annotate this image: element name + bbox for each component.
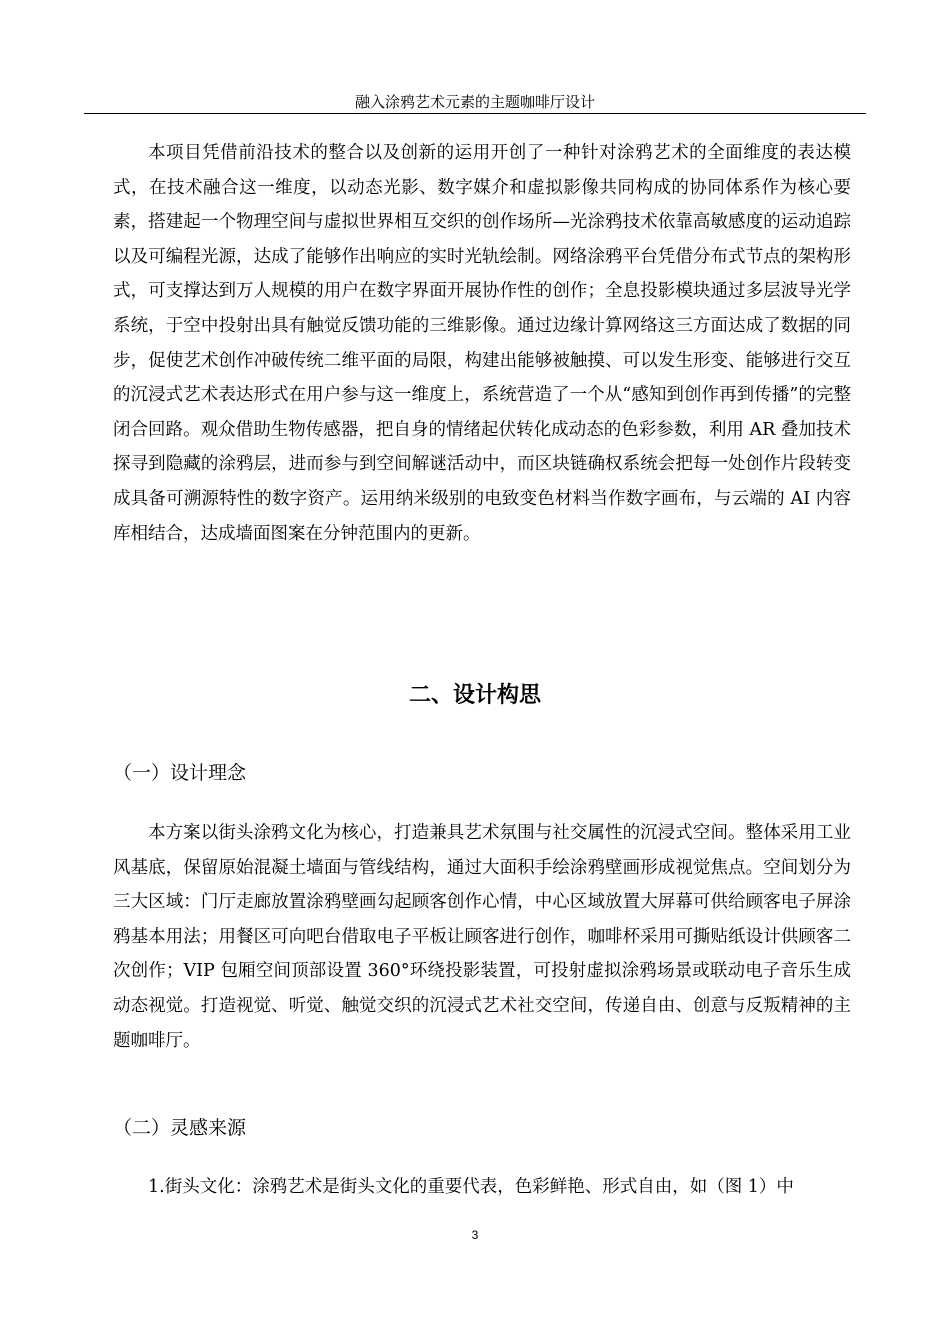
subsection-heading-design-philosophy: （一）设计理念 [113, 762, 247, 784]
body-paragraph-street-culture: 1.街头文化：涂鸦艺术是街头文化的重要代表，色彩鲜艳、形式自由，如（图 1）中 [148, 1177, 794, 1197]
section-heading-design-concept: 二、设计构思 [408, 683, 541, 708]
header-divider [84, 113, 866, 114]
subsection-heading-inspiration: （二）灵感来源 [113, 1117, 247, 1139]
body-paragraph-design-philosophy: 本方案以街头涂鸦文化为核心，打造兼具艺术氛围与社交属性的沉浸式空间。整体采用工业风基底，保留原始混凝土墙面与管线结构，通过大面积手绘涂鸦壁画形成视觉焦点。空间划分为三大区域：门厅走廊放置涂鸦壁画勾起顾客创作心情，中心区域放置大屏幕可供给顾客电子屏涂鸦基本用法；用餐区可向吧台借取电子平板让顾客进行创作，咖啡杯采用可撕贴纸设计供顾客二次创作；VIP 包厢空间顶部设置 360°环绕投影装置，可投射虚拟涂鸦场景或联动电子音乐生成动态视觉。打造视觉、听觉、触觉交织的沉浸式艺术社交空间，传递自由、创意与反叛精神的主题咖啡厅。 [113, 823, 851, 1051]
running-header-title: 融入涂鸦艺术元素的主题咖啡厅设计 [354, 93, 595, 111]
page-number: 3 [471, 1228, 479, 1242]
body-paragraph-tech-integration: 本项目凭借前沿技术的整合以及创新的运用开创了一种针对涂鸦艺术的全面维度的表达模式，在技术融合这一维度，以动态光影、数字媒介和虚拟影像共同构成的协同体系作为核心要素，搭建起一个物理空间与虚拟世界相互交织的创作场所—光涂鸦技术依靠高敏感度的运动追踪以及可编程光源，达成了能够作出响应的实时光轨绘制。网络涂鸦平台凭借分布式节点的架构形式，可支撑达到万人规模的用户在数字界面开展协作性的创作；全息投影模块通过多层波导光学系统，于空中投射出具有触觉反馈功能的三维影像。通过边缘计算网络这三方面达成了数据的同步，促使艺术创作冲破传统二维平面的局限，构建出能够被触摸、可以发生形变、能够进行交互的沉浸式艺术表达形式在用户参与这一维度上，系统营造了一个从“感知到创作再到传播”的完整闭合回路。观众借助生物传感器，把自身的情绪起伏转化成动态的色彩参数，利用 AR 叠加技术探寻到隐藏的涂鸦层，进而参与到空间解谜活动中，而区块链确权系统会把每一处创作片段转变成具备可溯源特性的数字资产。运用纳米级别的电致变色材料当作数字画布，与云端的 AI 内容库相结合，达成墙面图案在分钟范围内的更新。 [113, 143, 851, 544]
